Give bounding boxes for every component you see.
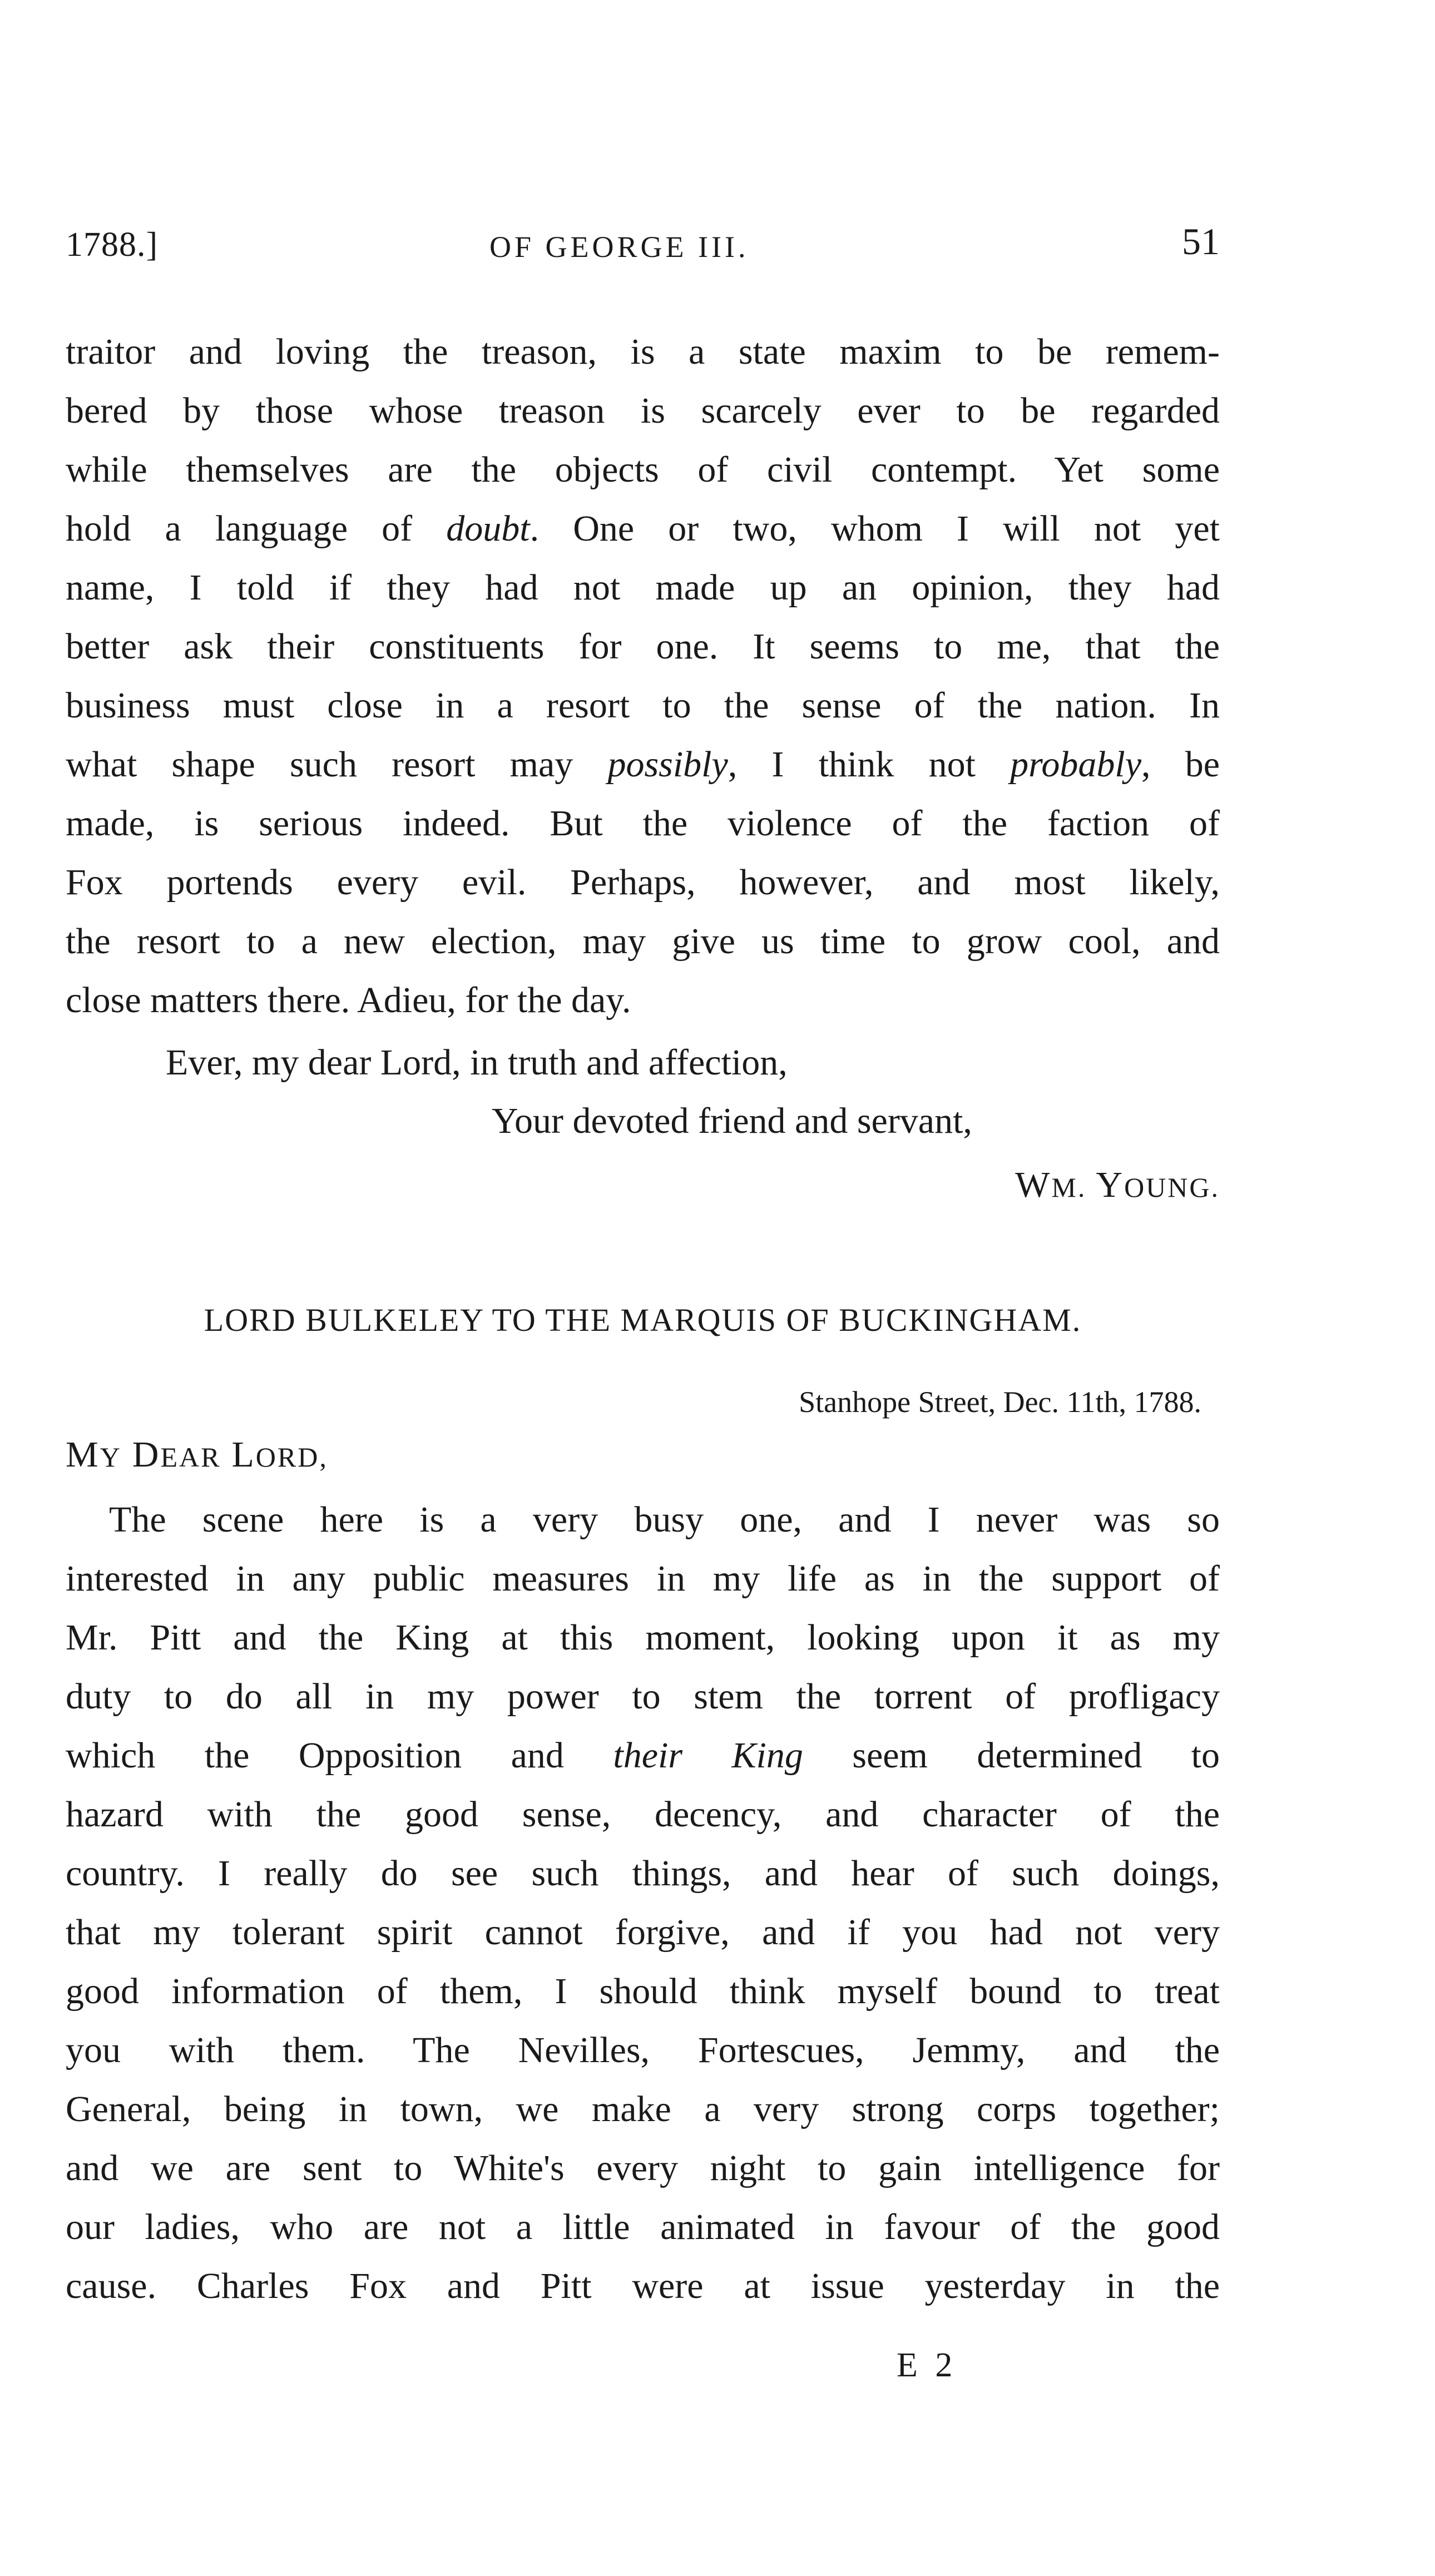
text-run: you with them. The Nevilles, Fortescues, Jemmy, and the [66,2030,1220,2070]
text-run: country. I really do see such things, and hear of such doings, [66,1853,1220,1894]
text-run: our ladies, who are not a little animated in favour of the good [66,2207,1220,2247]
text-run: while themselves are the objects of civil contempt. Yet some [66,449,1220,490]
running-header [66,220,1220,281]
letter2-line [66,1667,1220,1726]
letter2-line [66,1608,1220,1667]
text-run: General, being in town, we make a very strong corps together; [66,2089,1220,2129]
text-run: Fox portends every evil. Perhaps, however, and most likely, [66,862,1220,903]
letter1-line [66,440,1220,499]
text-run: what shape such resort may [66,744,608,785]
page-number: 51 [1182,220,1220,262]
text-run: the resort to a new election, may give us time to grow cool, and [66,921,1220,962]
letter2-line [66,2080,1220,2139]
letter1-line [66,971,1220,1030]
letter2-line [66,1726,1220,1785]
text-run: made, is serious indeed. But the violence of the faction of [66,803,1220,844]
letter2-line [66,2139,1220,2198]
letter2-body [66,1490,1220,2316]
letter2-line [66,2021,1220,2080]
text-run: that my tolerant spirit cannot forgive, and if you had not very [66,1912,1220,1953]
letter2-line [66,1903,1220,1962]
text-run: good information of them, I should think myself bound to treat [66,1971,1220,2012]
letter1-line [66,912,1220,971]
letter1-line [66,676,1220,735]
text-run: . One or two, whom I will not yet [530,508,1220,549]
letter1-line [66,382,1220,440]
text-run: hazard with the good sense, decency, and character of the [66,1794,1220,1835]
letter1-line [66,853,1220,912]
letter1-line [66,323,1220,382]
italic-text: possibly [607,744,728,785]
italic-text: doubt [446,508,530,549]
letter2-line [66,1549,1220,1608]
letter2-line [66,1490,1220,1549]
text-run: , be [1141,744,1220,785]
closing-line-1: Ever, my dear Lord, in truth and affection, [166,1042,788,1083]
text-run: duty to do all in my power to stem the torrent of profligacy [66,1676,1220,1717]
letter1-line [66,794,1220,853]
text-run: which the Opposition and [66,1735,613,1776]
header-title: OF GEORGE III. [489,230,749,264]
text-run: and we are sent to White's every night to gain intelligence for [66,2148,1220,2188]
text-run: business must close in a resort to the sense of the nation. In [66,685,1220,726]
signature: WM. YOUNG. [1015,1165,1220,1205]
letter2-line [66,2198,1220,2257]
text-run: interested in any public measures in my life as in the support of [66,1558,1220,1599]
text-run: better ask their constituents for one. It seems to me, that the [66,626,1220,667]
text-run: cause. Charles Fox and Pitt were at issue yesterday in the [66,2266,1220,2306]
letter2-line [66,1962,1220,2021]
letter1-body [66,323,1220,1030]
salutation: MY DEAR LORD, [66,1434,328,1475]
text-run: traitor and loving the treason, is a state maxim to be remem- [66,331,1220,372]
text-run: close matters there. Adieu, for the day. [66,980,631,1021]
letter2-line [66,1785,1220,1844]
closing-line-2: Your devoted friend and servant, [492,1101,972,1141]
letter1-line [66,558,1220,617]
text-run: hold a language of [66,508,447,549]
letter1-line [66,735,1220,794]
dateline: Stanhope Street, Dec. 11th, 1788. [799,1385,1201,1419]
text-run: bered by those whose treason is scarcely ever to be regarded [66,390,1220,431]
text-run: seem determined to [803,1735,1220,1776]
text-run: name, I told if they had not made up an opinion, they had [66,567,1220,608]
letter2-line [66,1844,1220,1903]
letter-heading: LORD BULKELEY TO THE MARQUIS OF BUCKINGHAM. [204,1302,1082,1338]
italic-text: their King [613,1735,803,1776]
header-year: 1788.] [66,226,159,264]
text-run: , I think not [728,744,1011,785]
text-run: The scene here is a very busy one, and I never was so [109,1499,1220,1540]
letter2-line [66,2257,1220,2316]
signature-mark: E 2 [897,2346,957,2384]
italic-text: probably [1010,744,1141,785]
text-run: Mr. Pitt and the King at this moment, looking upon it as my [66,1617,1220,1658]
letter1-line [66,499,1220,558]
letter1-line [66,617,1220,676]
